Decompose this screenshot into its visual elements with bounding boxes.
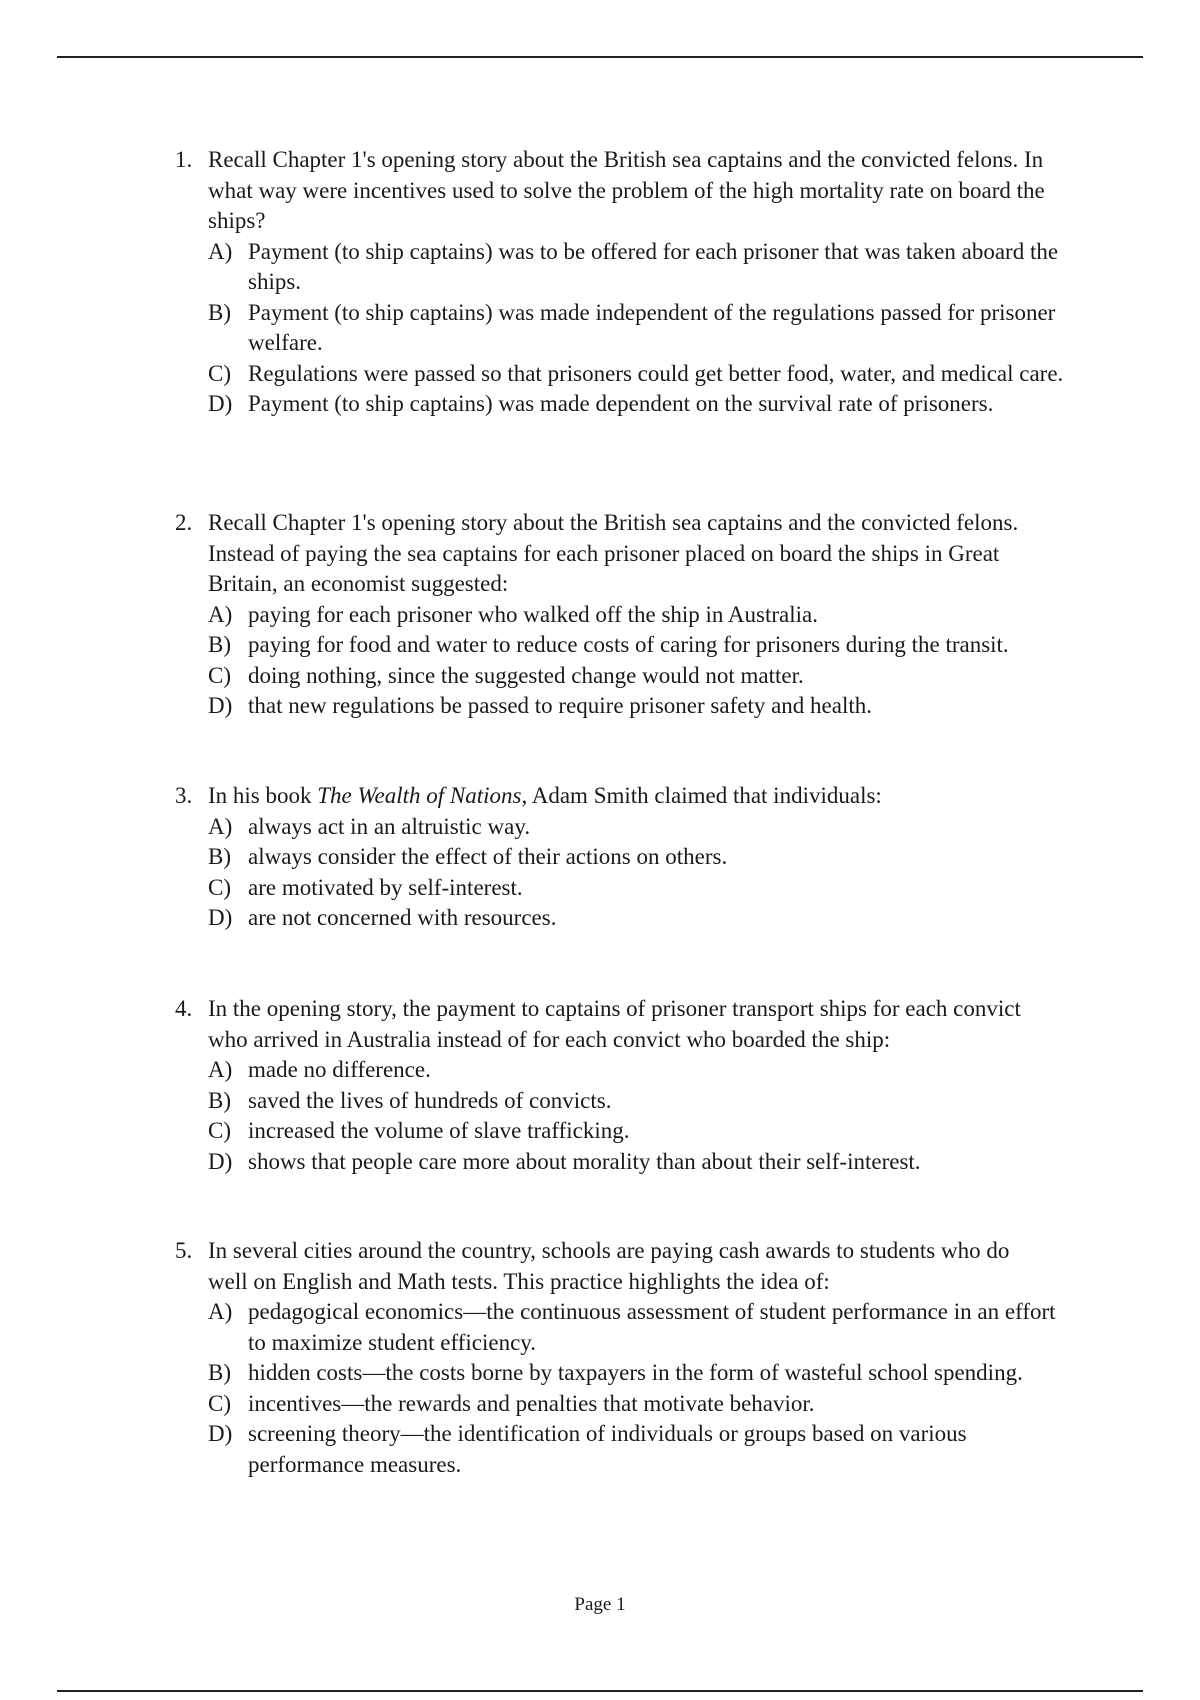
question-number: 3. [175,783,193,808]
option-letter: D) [208,905,233,930]
option-letter: C) [208,1390,231,1416]
option-letter: D) [208,391,233,416]
option-b [0,1086,1068,1117]
option-letter: A) [208,813,233,839]
question-text: In the opening story, the payment to captains of prisoner transport ships for each convict who arrived in Australia instead of for each convict who boarded the ship: [208,996,1021,1052]
option-d [0,903,1068,934]
option-text: paying for each prisoner who walked off the ship in Australia. [248,601,818,627]
option-text: doing nothing, since the suggested change would not matter. [248,662,804,688]
option-letter: A) [208,1299,233,1324]
option-a [0,1055,1068,1086]
option-letter: C) [208,662,231,688]
question-2 [0,508,1200,722]
option-b [0,1358,1068,1389]
question-text-after: , Adam Smith claimed that individuals: [521,783,882,808]
question-3 [0,781,1200,934]
question-stem [0,994,1048,1055]
question-4 [0,994,1200,1177]
question-number: 5. [175,1238,193,1263]
option-text: always consider the effect of their actions on others. [248,844,728,869]
option-letter: D) [208,693,233,718]
option-b [0,630,1068,661]
option-c [0,873,1068,904]
question-stem [0,1236,1048,1297]
bottom-rule [57,1690,1143,1692]
option-letter: A) [208,601,233,627]
option-text: Payment (to ship captains) was made dependent on the survival rate of prisoners. [248,391,994,416]
question-1 [0,145,1200,420]
question-stem [0,781,1048,812]
question-number: 1. [175,147,193,172]
question-text: Recall Chapter 1's opening story about the British sea captains and the convicted felons. In what way were incentives used to solve the problem of the high mortality rate on board the ships? [208,147,1045,233]
option-text: Regulations were passed so that prisoners could get better food, water, and medical care. [248,360,1064,386]
option-text: increased the volume of slave trafficking. [248,1118,630,1143]
page-number: Page 1 [574,1594,626,1615]
option-letter: D) [208,1148,233,1174]
option-letter: D) [208,1421,233,1446]
option-text: are not concerned with resources. [248,905,557,930]
option-letter: A) [208,1057,233,1082]
option-text: paying for food and water to reduce costs of caring for prisoners during the transit. [248,632,1009,657]
option-a [0,600,1068,631]
option-text: incentives—the rewards and penalties that motivate behavior. [248,1390,815,1416]
top-rule [57,56,1143,58]
option-letter: B) [208,1087,231,1113]
option-text: saved the lives of hundreds of convicts. [248,1087,612,1113]
question-text: Recall Chapter 1's opening story about the British sea captains and the convicted felons. Instead of paying the sea captains for each prisoner placed on board the ships in Great Britain, an economist suggested: [208,510,1019,596]
option-text: shows that people care more about morality than about their self-interest. [248,1148,921,1174]
option-letter: C) [208,360,231,386]
option-c [0,359,1068,390]
option-text: hidden costs—the costs borne by taxpayers in the form of wasteful school spending. [248,1360,1023,1385]
question-5 [0,1236,1200,1480]
question-text-before: In his book [208,783,318,808]
option-letter: C) [208,874,231,900]
option-a [0,1297,1068,1358]
option-b [0,842,1068,873]
option-text: Payment (to ship captains) was made independent of the regulations passed for prisoner welfare. [248,299,1056,355]
option-text: that new regulations be passed to require prisoner safety and health. [248,693,872,718]
option-letter: B) [208,1360,231,1385]
option-text: are motivated by self-interest. [248,874,523,900]
option-a [0,812,1068,843]
question-text: In several cities around the country, schools are paying cash awards to students who do well on English and Math tests. This practice highlights the idea of: [208,1238,1010,1294]
book-title: The Wealth of Nations [317,783,522,808]
question-number: 2. [175,510,193,535]
option-d [0,691,1068,722]
option-text: Payment (to ship captains) was to be offered for each prisoner that was taken aboard the ships. [248,238,1059,294]
option-c [0,661,1068,692]
option-d [0,1147,1068,1178]
question-stem [0,508,1048,600]
option-letter: B) [208,299,231,325]
option-text: made no difference. [248,1057,431,1082]
option-b [0,298,1068,359]
option-a [0,237,1068,298]
question-number: 4. [175,996,193,1021]
option-letter: B) [208,844,231,869]
option-letter: A) [208,238,233,264]
option-text: screening theory—the identification of individuals or groups based on various performance measures. [248,1421,967,1477]
option-d [0,389,1068,420]
option-letter: C) [208,1118,231,1143]
option-text: always act in an altruistic way. [248,813,531,839]
option-text: pedagogical economics—the continuous assessment of student performance in an effort to maximize student efficiency. [248,1299,1056,1355]
question-stem [0,145,1048,237]
option-c [0,1389,1068,1420]
option-letter: B) [208,632,231,657]
option-c [0,1116,1068,1147]
option-d [0,1419,1068,1480]
